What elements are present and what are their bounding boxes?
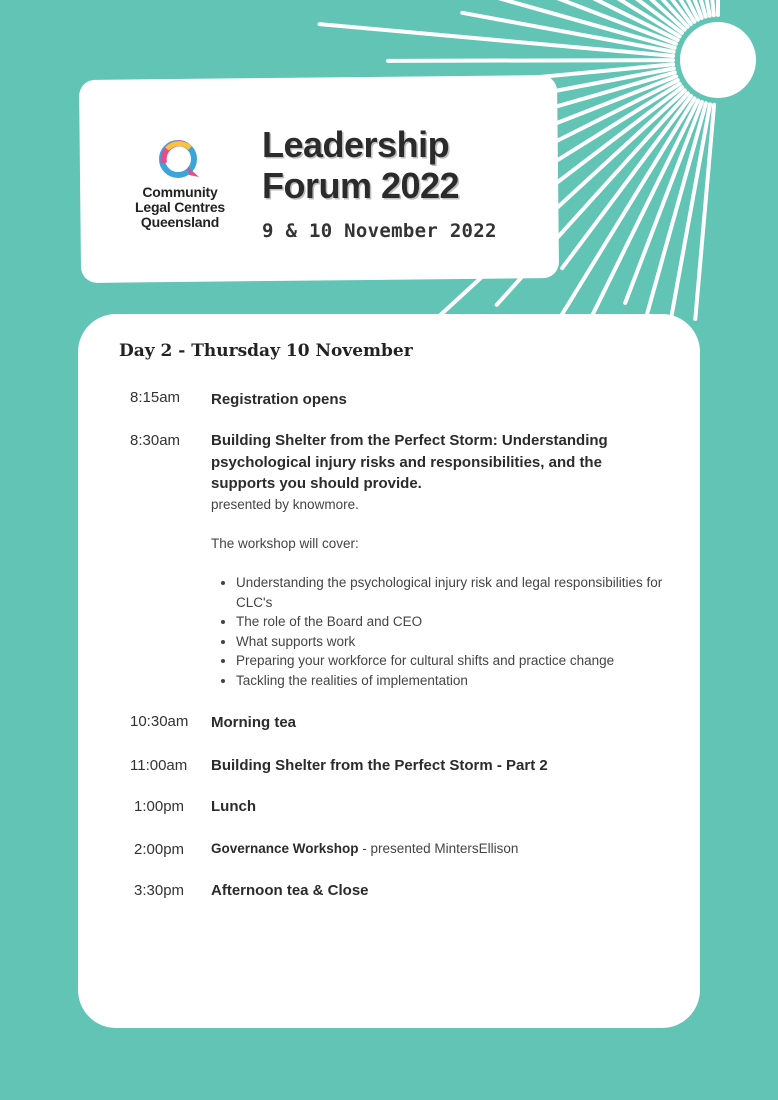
workshop-topics [211, 573, 696, 691]
organisation-name: Community Legal Centres Queensland [135, 184, 225, 230]
list-item: • What supports work [236, 632, 696, 652]
session-governance [211, 838, 651, 860]
schedule-card [78, 314, 700, 1028]
time-lunch: 1:00pm [134, 798, 185, 815]
presenter-workshop-part1: presented by knowmore. [211, 496, 359, 512]
time-afternoon-tea: 3:30pm [134, 882, 185, 899]
event-title: Leadership Forum 2022 [262, 124, 460, 206]
event-dates: 9 & 10 November 2022 [262, 220, 497, 242]
title-governance: Governance Workshop [211, 841, 359, 856]
organisation-logo [130, 137, 230, 230]
title-afternoon-tea: Afternoon tea & Close [211, 882, 369, 899]
list-item: • Tackling the realities of implementation [236, 671, 696, 691]
title-workshop-part2: Building Shelter from the Perfect Storm - Part 2 [211, 757, 548, 774]
title-workshop-part1: Building Shelter from the Perfect Storm: Understanding psychological injury risks and responsibilities, and the supports you should provide. [211, 432, 608, 492]
time-governance: 2:00pm [134, 841, 185, 858]
time-registration: 8:15am [130, 389, 181, 406]
presenter-governance: - presented MintersEllison [358, 841, 519, 856]
list-item: • Preparing your workforce for cultural shifts and practice change [236, 651, 696, 671]
session-workshop-part1 [211, 430, 651, 515]
time-workshop-part1: 8:30am [130, 432, 181, 449]
title-registration: Registration opens [211, 391, 347, 408]
list-item: • Understanding the psychological injury risk and legal responsibilities for CLC's [236, 573, 696, 612]
time-workshop-part2: 11:00am [130, 757, 188, 774]
sun-ray [388, 60, 673, 61]
sun-core [680, 22, 756, 98]
title-lunch: Lunch [211, 798, 256, 815]
logo-ring-icon [154, 137, 206, 181]
title-morning-tea: Morning tea [211, 714, 296, 731]
day-heading: Day 2 - Thursday 10 November [119, 341, 413, 361]
workshop-intro: The workshop will cover: [211, 536, 359, 551]
time-morning-tea: 10:30am [130, 713, 189, 730]
list-item: • The role of the Board and CEO [236, 612, 696, 632]
